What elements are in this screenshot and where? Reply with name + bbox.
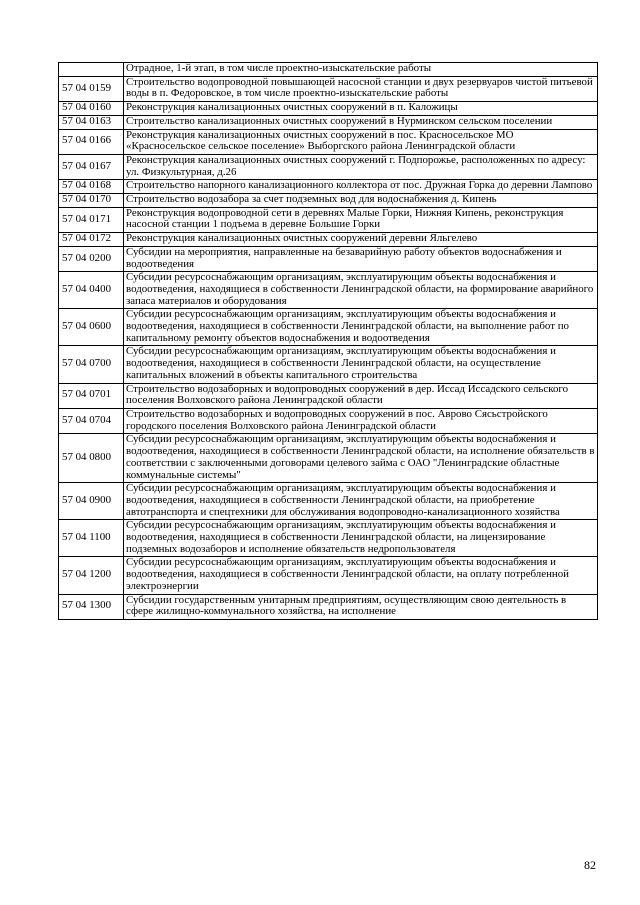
row-description: Субсидии ресурсоснабжающим организациям, эксплуатирующим объекты водоснабжения и водоотведения, находящиеся в собственности Ленинградской области, на оплату потребленной электроэнергии (124, 557, 598, 594)
row-description: Реконструкция канализационных очистных сооружений в п. Каложицы (124, 102, 598, 116)
row-code: 57 04 0701 (59, 383, 124, 408)
table-row (59, 154, 598, 179)
row-description: Строительство водопроводной повышающей насосной станции и двух резервуаров чистой питьевой воды в п. Федоровское, в том числе проектно-изыскательские работы (124, 76, 598, 101)
row-code: 57 04 1100 (59, 520, 124, 557)
table-row (59, 594, 598, 619)
table-row (59, 346, 598, 383)
table-row (59, 180, 598, 194)
table-body (59, 63, 598, 620)
row-description: Субсидии на мероприятия, направленные на безаварийную работу объектов водоснабжения и водоотведения (124, 246, 598, 271)
table-row (59, 483, 598, 520)
table-row (59, 309, 598, 346)
row-description: Реконструкция канализационных очистных сооружений деревни Яльгелево (124, 233, 598, 247)
table-row (59, 246, 598, 271)
row-code: 57 04 0159 (59, 76, 124, 101)
row-code: 57 04 0900 (59, 483, 124, 520)
table-row (59, 102, 598, 116)
row-code: 57 04 0171 (59, 207, 124, 232)
row-code: 57 04 0163 (59, 115, 124, 129)
row-description: Отрадное, 1-й этап, в том числе проектно-изыскательские работы (124, 63, 598, 77)
row-code: 57 04 0160 (59, 102, 124, 116)
row-description: Субсидии ресурсоснабжающим организациям, эксплуатирующим объекты водоснабжения и водоотведения, находящиеся в собственности Ленинградской области, на исполнение обязательств в соответствии с заключенными договорами целевого займа с ОАО "Ленинградские областные коммунальные системы" (124, 434, 598, 483)
row-code: 57 04 0168 (59, 180, 124, 194)
row-description: Реконструкция водопроводной сети в деревнях Малые Горки, Нижняя Кипень, реконструкция насосной станции 1 подъема в деревне Большие Горки (124, 207, 598, 232)
table-row (59, 520, 598, 557)
table-row (59, 76, 598, 101)
row-description: Субсидии ресурсоснабжающим организациям, эксплуатирующим объекты водоснабжения и водоотведения, находящиеся в собственности Ленинградской области, на осуществление капитальных вложений в объекты капитального строительства (124, 346, 598, 383)
page-number: 82 (584, 858, 596, 872)
row-code (59, 63, 124, 77)
row-description: Субсидии ресурсоснабжающим организациям, эксплуатирующим объекты водоснабжения и водоотведения, находящиеся в собственности Ленинградской области, на приобретение автотранспорта и спецтехники для обслуживания водопроводно-канализационного хозяйства (124, 483, 598, 520)
row-code: 57 04 0704 (59, 408, 124, 433)
row-code: 57 04 0400 (59, 272, 124, 309)
row-description: Строительство водозаборных и водопроводных сооружений в дер. Иссад Иссадского сельского поселения Волховского района Ленинградской области (124, 383, 598, 408)
row-code: 57 04 0172 (59, 233, 124, 247)
row-description: Строительство напорного канализационного коллектора от пос. Дружная Горка до деревни Лампово (124, 180, 598, 194)
row-code: 57 04 0600 (59, 309, 124, 346)
table-row (59, 434, 598, 483)
row-code: 57 04 1300 (59, 594, 124, 619)
table-row (59, 557, 598, 594)
row-description: Субсидии ресурсоснабжающим организациям, эксплуатирующим объекты водоснабжения и водоотведения, находящиеся в собственности Ленинградской области, на выполнение работ по капитальному ремонту объектов водоснабжения и водоотведения (124, 309, 598, 346)
row-code: 57 04 1200 (59, 557, 124, 594)
table-row (59, 115, 598, 129)
row-code: 57 04 0167 (59, 154, 124, 179)
row-description: Реконструкция канализационных очистных сооружений г. Подпорожье, расположенных по адресу: ул. Физкультурная, д.26 (124, 154, 598, 179)
row-description: Субсидии ресурсоснабжающим организациям, эксплуатирующим объекты водоснабжения и водоотведения, находящиеся в собственности Ленинградской области, на формирование аварийного запаса материалов и оборудования (124, 272, 598, 309)
table-row (59, 408, 598, 433)
row-code: 57 04 0166 (59, 129, 124, 154)
table-row (59, 383, 598, 408)
row-description: Субсидии государственным унитарным предприятиям, осуществляющим свою деятельность в сфере жилищно-коммунального хозяйства, на исполнение (124, 594, 598, 619)
table-row (59, 207, 598, 232)
table-row (59, 233, 598, 247)
budget-codes-table (58, 62, 598, 620)
row-description: Строительство канализационных очистных сооружений в Нурминском сельском поселении (124, 115, 598, 129)
row-code: 57 04 0700 (59, 346, 124, 383)
row-description: Строительство водозаборных и водопроводных сооружений в пос. Аврово Сясьстройского городского поселения Волховского района Ленинградской области (124, 408, 598, 433)
table-row (59, 272, 598, 309)
table-row (59, 63, 598, 77)
row-code: 57 04 0800 (59, 434, 124, 483)
table-row (59, 129, 598, 154)
table-row (59, 194, 598, 208)
row-description: Реконструкция канализационных очистных сооружений в пос. Красносельское МО «Красносельское сельское поселение» Выборгского района Ленинградской области (124, 129, 598, 154)
row-description: Строительство водозабора за счет подземных вод для водоснабжения д. Кипень (124, 194, 598, 208)
row-description: Субсидии ресурсоснабжающим организациям, эксплуатирующим объекты водоснабжения и водоотведения, находящиеся в собственности Ленинградской области, на лицензирование подземных водозаборов и исполнение обязательств недропользователя (124, 520, 598, 557)
row-code: 57 04 0170 (59, 194, 124, 208)
row-code: 57 04 0200 (59, 246, 124, 271)
